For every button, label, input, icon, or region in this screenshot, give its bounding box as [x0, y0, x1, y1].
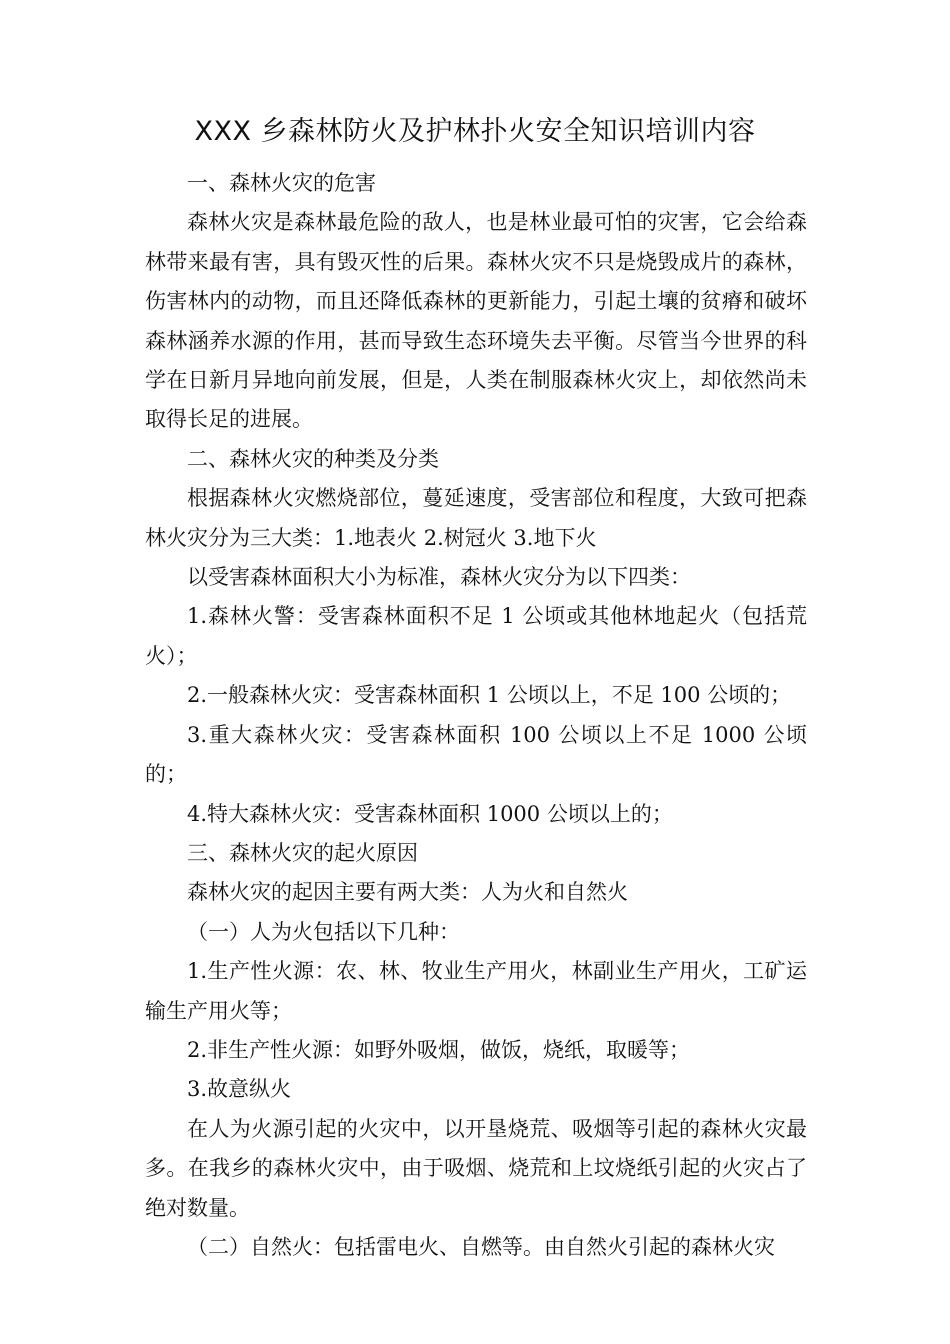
paragraph: 在人为火源引起的火灾中，以开垦烧荒、吸烟等引起的森林火灾最多。在我乡的森林火灾中，由于吸烟、烧荒和上坟烧纸引起的火灾占了绝对数量。 — [145, 1116, 807, 1220]
list-item: 2.一般森林火灾：受害森林面积 1 公顷以上，不足 100 公顷的； — [187, 683, 792, 708]
subsection-heading: （一）人为火包括以下几种： — [187, 919, 460, 944]
paragraph: （二）自然火：包括雷电火、自燃等。由自然火引起的森林火灾 — [187, 1234, 775, 1259]
paragraph: 森林火灾是森林最危险的敌人，也是林业最可怕的灾害，它会给森林带来最有害，具有毁灭性的后果。森林火灾不只是烧毁成片的森林，伤害林内的动物，而且还降低森林的更新能力，引起土壤的贫瘠和破坏森林涵养水源的作用，甚而导致生态环境失去平衡。尽管当今世界的科学在日新月异地向前发展，但是，人类在制服森林火灾上，却依然尚未取得长足的进展。 — [145, 210, 807, 432]
section-heading-2: 二、森林火灾的种类及分类 — [187, 446, 439, 471]
list-item: 2.非生产性火源：如野外吸烟，做饭，烧纸，取暖等； — [187, 1037, 691, 1062]
document-body — [145, 164, 807, 1267]
list-item: 1.森林火警：受害森林面积不足 1 公顷或其他林地起火（包括荒火）； — [145, 604, 807, 668]
paragraph: 以受害森林面积大小为标准，森林火灾分为以下四类： — [187, 565, 691, 590]
section-heading-1: 一、森林火灾的危害 — [187, 171, 376, 195]
section-heading-3: 三、森林火灾的起火原因 — [187, 840, 418, 865]
paragraph: 根据森林火灾燃烧部位，蔓延速度，受害部位和程度，大致可把森林火灾分为三大类：1.地表火 2.树冠火 3.地下火 — [145, 486, 807, 550]
list-item: 4.特大森林火灾：受害森林面积 1000 公顷以上的； — [187, 801, 673, 826]
list-item: 3.重大森林火灾：受害森林面积 100 公顷以上不足 1000 公顷的； — [145, 722, 807, 787]
document-title: XXX 乡森林防火及护林扑火安全知识培训内容 — [194, 116, 756, 147]
paragraph: 森林火灾的起因主要有两大类：人为火和自然火 — [187, 880, 628, 905]
list-item: 3.故意纵火 — [187, 1077, 292, 1102]
list-item: 1.生产性火源：农、林、牧业生产用火，林副业生产用火，工矿运输生产用火等； — [145, 959, 807, 1023]
